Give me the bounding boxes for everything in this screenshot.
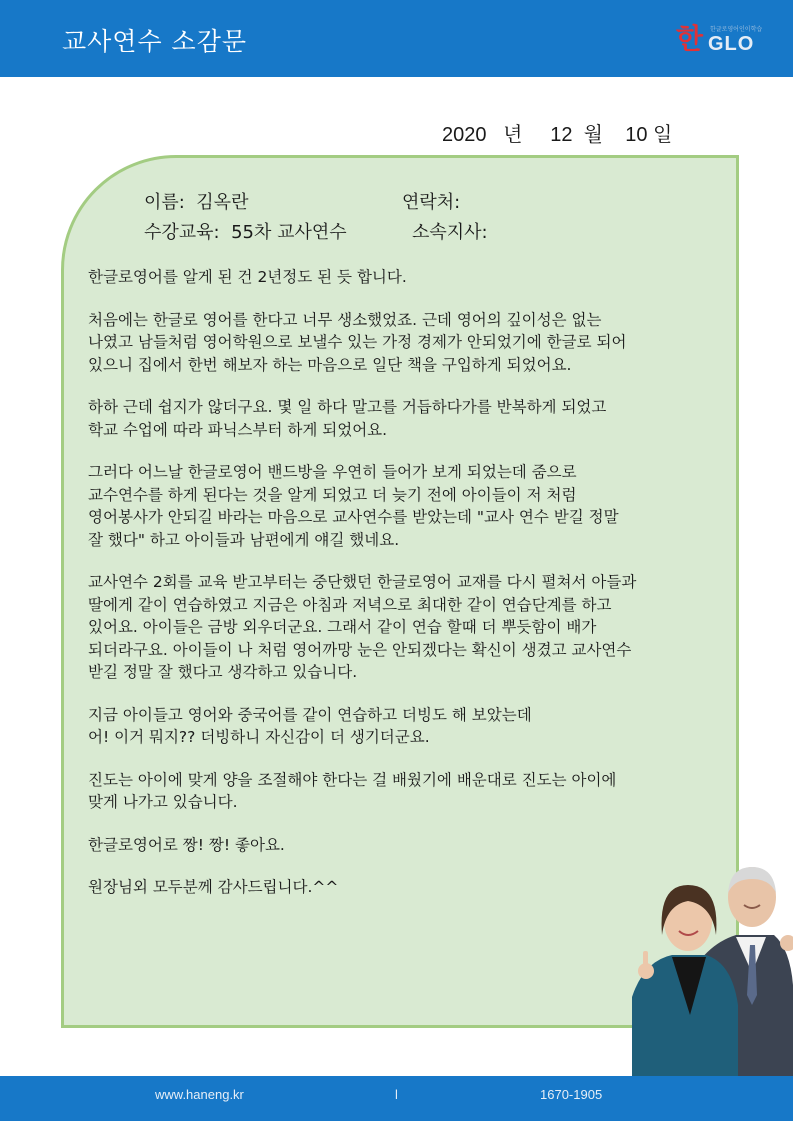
- date-year: 2020: [442, 124, 487, 146]
- couple-photo: [624, 865, 793, 1085]
- header-bar: [0, 0, 793, 77]
- contact-label: 연락처:: [402, 192, 461, 213]
- course-value: 55차 교사연수: [231, 222, 347, 243]
- paragraph: 한글로영어를 알게 된 건 2년정도 된 듯 합니다.: [88, 268, 407, 286]
- logo-mark: 한: [676, 22, 704, 55]
- paragraph: 그러다 어느날 한글로영어 밴드방을 우연히 들어가 보게 되었는데 줌으로 교수연수를 하게 된다는 것을 알게 되었고 더 늦기 전에 아이들이 저 처럼 영어봉사가 안되길 바라는 마음으로 교사연수를 받았는데 "교사 연수 받길 정말 잘 했다" 하고 아이들과 남편에게 얘길 했네요.: [88, 463, 619, 549]
- name-label: 이름:: [144, 192, 185, 213]
- brand-logo: [676, 22, 776, 60]
- paragraph: 처음에는 한글로 영어를 한다고 너무 생소했었죠. 근데 영어의 깊이성은 없는 나였고 남들처럼 영어학원으로 보낼수 있는 가정 경제가 안되었기에 한글로 되어 있으니 집에서 한번 해보자 하는 마음으로 일단 책을 구입하게 되었어요.: [88, 310, 627, 374]
- footer-bar: [0, 1076, 793, 1121]
- date-line: [442, 118, 672, 147]
- footer-website[interactable]: www.haneng.kr: [155, 1087, 244, 1102]
- name-value: 김옥란: [196, 192, 249, 213]
- paragraph: 지금 아이들고 영어와 중국어를 같이 연습하고 더빙도 해 보았는데 어! 이거 뭐지?? 더빙하니 자신감이 더 생기더군요.: [88, 705, 532, 746]
- essay-body: [88, 266, 718, 919]
- paragraph: 원장님외 모두분께 감사드립니다.^^: [88, 878, 339, 896]
- page-title: 교사연수 소감문: [62, 27, 247, 56]
- woman-figure: [632, 885, 738, 1085]
- course-label: 수강교육:: [144, 222, 220, 243]
- paragraph: 하하 근데 쉽지가 않더구요. 몇 일 하다 말고를 거듭하다가를 반복하게 되었고 학교 수업에 따라 파닉스부터 하게 되었어요.: [88, 398, 607, 439]
- paragraph: 진도는 아이에 맞게 양을 조절해야 한다는 걸 배웠기에 배운대로 진도는 아이에 맞게 나가고 있습니다.: [88, 770, 617, 811]
- branch-label: 소속지사:: [412, 222, 488, 243]
- date-month-label: 월: [583, 124, 603, 146]
- date-year-label: 년: [503, 124, 523, 146]
- date-month: 12: [550, 124, 573, 146]
- footer-separator: l: [395, 1087, 398, 1102]
- date-day-label: 일: [653, 124, 673, 146]
- paragraph: 한글로영어로 짱! 짱! 좋아요.: [88, 835, 285, 854]
- name-row: [144, 188, 248, 214]
- footer-phone: 1670-1905: [540, 1087, 603, 1102]
- course-row: [144, 218, 347, 244]
- logo-tagline: 한글로영어인이학습: [710, 26, 763, 33]
- paragraph: 교사연수 2회를 교육 받고부터는 중단했던 한글로영어 교재를 다시 펼쳐서 아들과 딸에게 같이 연습하였고 지금은 아침과 저녁으로 최대한 같이 연습단계를 하고 있어요. 아이들은 금방 외우더군요. 그래서 같이 연습 할때 더 뿌듯함이 배가 되더라구요. 아이들이 나 처럼 영어까망 눈은 안되겠다는 확신이 생겼고 교사연수 받길 정말 잘 했다고 생각하고 있습니다.: [88, 573, 637, 681]
- date-day: 10: [625, 124, 648, 146]
- logo-wordmark: GLO: [708, 33, 755, 55]
